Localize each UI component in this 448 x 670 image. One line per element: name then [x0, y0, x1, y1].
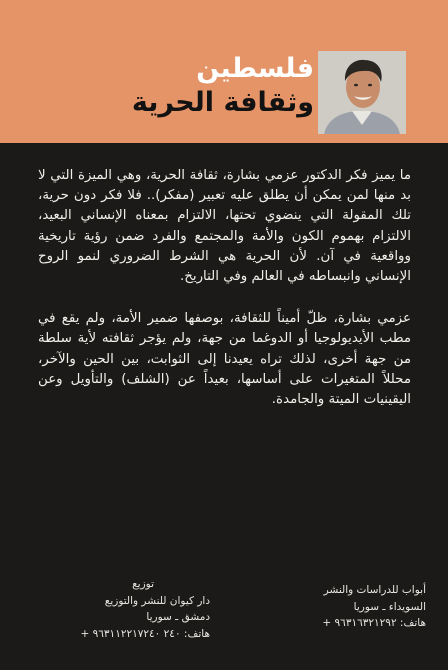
publisher-city: السويداء ـ سوريا	[353, 600, 426, 613]
distributor-block	[40, 576, 210, 642]
title-line-2: وثقافة الحرية	[131, 87, 314, 118]
publisher-footer	[0, 562, 448, 670]
blurb-paragraph-1: ما يميز فكر الدكتور عزمي بشارة، ثقافة الحرية، وهي الميزة التي لا بد منها لمن يمكن أن يطلق عليه تعبير (مفكر).. فلا فكر دون حرية، تلك المقولة التي ينضوي تحتها، الالتزام بمعناه الإنساني البعيد، الالتزام بهموم الكون والأمة والمجتمع والفرد ضمن رؤية تاريخية وواقعية في آن. لأن الحرية هي الشرط الضروري لنمو الروح الإنساني وانبساطه في العالم وفي التاريخ.	[38, 168, 411, 285]
title-line-1: فلسطين	[196, 53, 314, 84]
publisher-phone: هاتف: ٩٦٣١٦٣٢١٢٩٢ +	[322, 617, 426, 629]
cover-title	[54, 52, 314, 120]
distribution-heading: توزيع	[132, 578, 154, 590]
author-portrait	[318, 51, 406, 134]
distributor-name: دار كيوان للنشر والتوزيع	[104, 594, 210, 607]
blurb-paragraph-2: عزمي بشارة، ظلّ أميناً للثقافة، بوصفها ضمير الأمة، ولم يقع في مطب الأيديولوجيا أو الدوغما من جهة، ولم يؤجر ثقافته لأية سلطة من جهة أخرى، لذلك تراه يعيدنا إلى الثوابت، بين الحين والآخر، محللاً المتغيرات على أساسها، بعيداً عن (الشلف) والتأويل وعن اليقينيات الميتة والجامدة.	[38, 311, 411, 408]
distributor-city: دمشق ـ سوريا	[146, 611, 210, 623]
publisher-block	[246, 582, 426, 632]
publisher-name: أبواب للدراسات والنشر	[323, 584, 426, 596]
distributor-phone: هاتف: ٢٤٠ ٩٦٣١١٢٢١٧٢٤٠ +	[80, 627, 210, 640]
back-cover-blurb	[38, 166, 411, 410]
